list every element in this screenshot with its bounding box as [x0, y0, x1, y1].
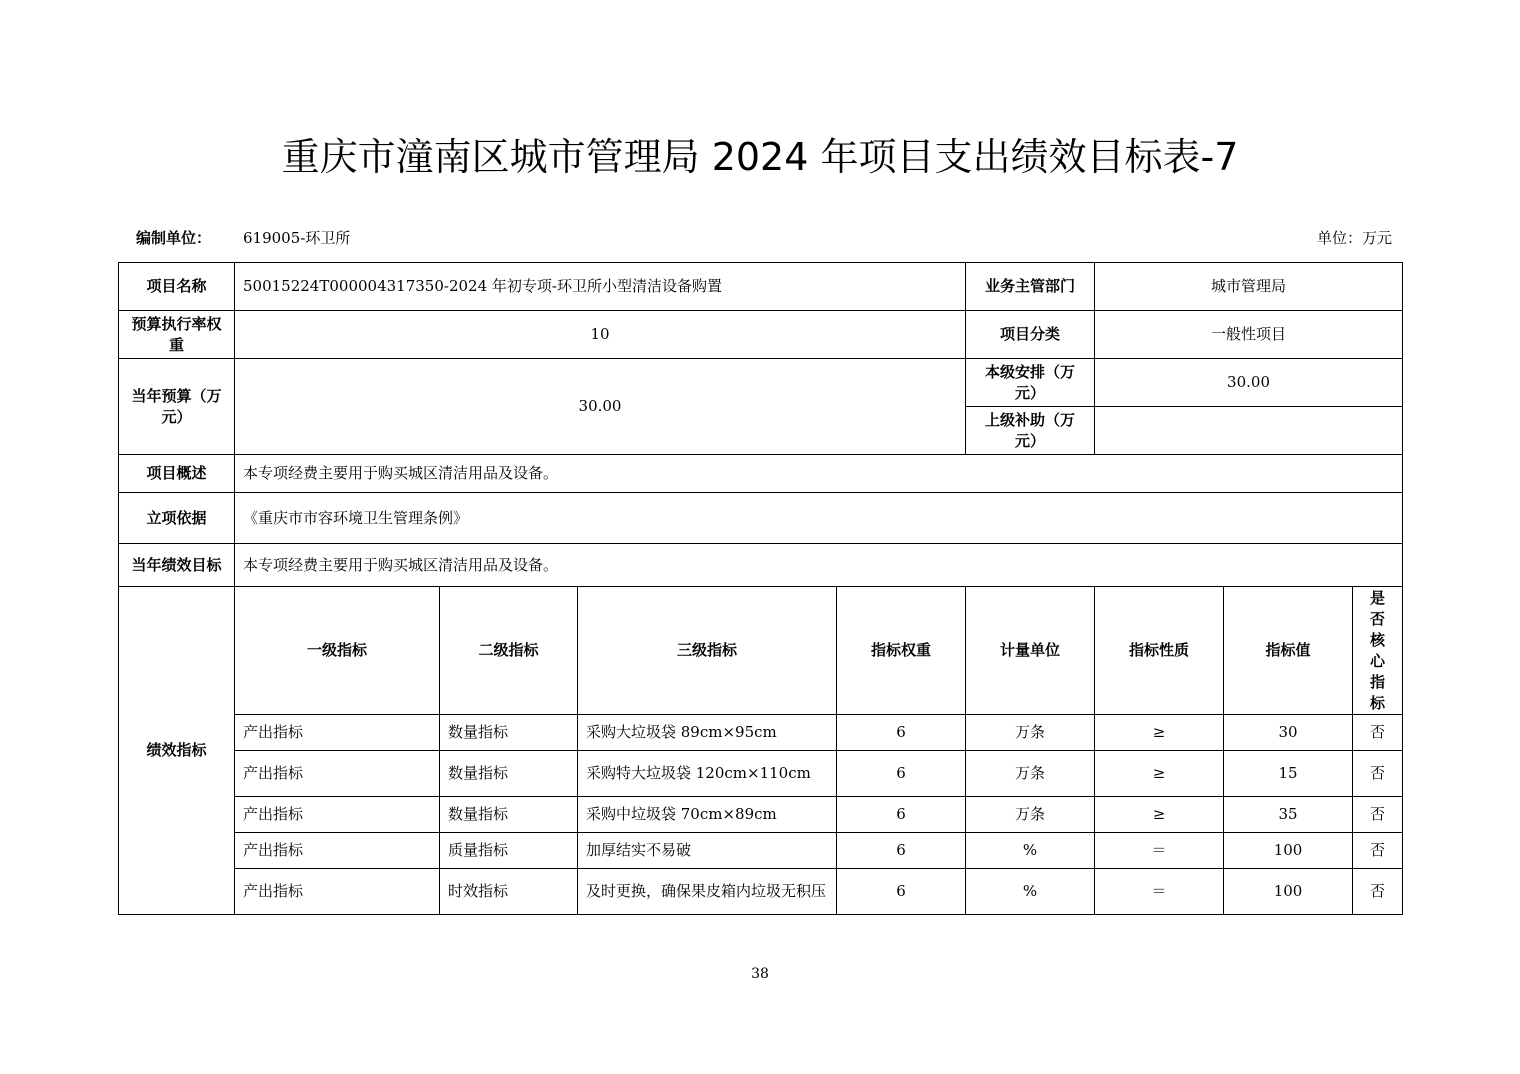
row1-unit: 万条 [966, 715, 1095, 751]
exec-weight-label: 预算执行率权重 [119, 311, 235, 359]
row-overview [119, 455, 1403, 493]
row-indicator-headers [119, 587, 1403, 715]
row3-level1: 产出指标 [235, 797, 440, 833]
row4-value: 100 [1224, 833, 1353, 869]
indicator-row [119, 797, 1403, 833]
row1-level1: 产出指标 [235, 715, 440, 751]
row3-weight: 6 [837, 797, 966, 833]
row5-level3: 及时更换，确保果皮箱内垃圾无积压 [578, 869, 837, 915]
category-label: 项目分类 [966, 311, 1095, 359]
row3-value: 35 [1224, 797, 1353, 833]
header-level1: 一级指标 [235, 587, 440, 715]
superior-label: 上级补助（万元） [966, 407, 1095, 455]
local-value: 30.00 [1095, 359, 1403, 407]
row5-core: 否 [1353, 869, 1403, 915]
overview-label: 项目概述 [119, 455, 235, 493]
row2-level2: 数量指标 [440, 751, 578, 797]
goal-value: 本专项经费主要用于购买城区清洁用品及设备。 [235, 544, 1403, 587]
row3-nature: ≥ [1095, 797, 1224, 833]
indicator-row [119, 715, 1403, 751]
header-core-text: 是否核心指标 [1370, 588, 1386, 712]
row4-level1: 产出指标 [235, 833, 440, 869]
row2-core: 否 [1353, 751, 1403, 797]
compiling-unit [136, 228, 350, 248]
row2-nature: ≥ [1095, 751, 1224, 797]
goal-label: 当年绩效目标 [119, 544, 235, 587]
row5-weight: 6 [837, 869, 966, 915]
budget-label: 当年预算（万元） [119, 359, 235, 455]
row-basis [119, 493, 1403, 544]
row2-level1: 产出指标 [235, 751, 440, 797]
row-exec-weight [119, 311, 1403, 359]
header-unit: 计量单位 [966, 587, 1095, 715]
page-title: 重庆市潼南区城市管理局 2024 年项目支出绩效目标表-7 [281, 135, 1239, 179]
row3-core: 否 [1353, 797, 1403, 833]
performance-target-table [118, 262, 1403, 915]
row4-core: 否 [1353, 833, 1403, 869]
header-level3: 三级指标 [578, 587, 837, 715]
header-level2: 二级指标 [440, 587, 578, 715]
row5-level2: 时效指标 [440, 869, 578, 915]
row1-value: 30 [1224, 715, 1353, 751]
indicator-row [119, 833, 1403, 869]
category-value: 一般性项目 [1095, 311, 1403, 359]
row5-value: 100 [1224, 869, 1353, 915]
currency-note: 单位：万元 [1316, 229, 1392, 247]
project-name-value: 50015224T000004317350-2024 年初专项-环卫所小型清洁设备购置 [235, 263, 966, 311]
row3-level3: 采购中垃圾袋 70cm×89cm [578, 797, 837, 833]
row3-level2: 数量指标 [440, 797, 578, 833]
row2-level3: 采购特大垃圾袋 120cm×110cm [578, 751, 837, 797]
local-label: 本级安排（万元） [966, 359, 1095, 407]
row1-nature: ≥ [1095, 715, 1224, 751]
basis-value: 《重庆市市容环境卫生管理条例》 [235, 493, 1403, 544]
page-number: 38 [751, 966, 769, 982]
exec-weight-value: 10 [235, 311, 966, 359]
row5-nature: ＝ [1095, 869, 1224, 915]
row-project-name [119, 263, 1403, 311]
basis-label: 立项依据 [119, 493, 235, 544]
header-weight: 指标权重 [837, 587, 966, 715]
row4-level2: 质量指标 [440, 833, 578, 869]
compiling-unit-label: 编制单位： [136, 229, 212, 247]
indicator-row [119, 751, 1403, 797]
row2-unit: 万条 [966, 751, 1095, 797]
row1-level2: 数量指标 [440, 715, 578, 751]
indicator-row [119, 869, 1403, 915]
project-name-label: 项目名称 [119, 263, 235, 311]
dept-value: 城市管理局 [1095, 263, 1403, 311]
header-value: 指标值 [1224, 587, 1353, 715]
row4-unit: % [966, 833, 1095, 869]
dept-label: 业务主管部门 [966, 263, 1095, 311]
row5-level1: 产出指标 [235, 869, 440, 915]
header-nature: 指标性质 [1095, 587, 1224, 715]
row-budget-local [119, 359, 1403, 407]
row-goal [119, 544, 1403, 587]
budget-value: 30.00 [235, 359, 966, 455]
row3-unit: 万条 [966, 797, 1095, 833]
row1-weight: 6 [837, 715, 966, 751]
row2-value: 15 [1224, 751, 1353, 797]
header-core [1353, 587, 1403, 715]
row4-level3: 加厚结实不易破 [578, 833, 837, 869]
superior-value [1095, 407, 1403, 455]
compiling-unit-value: 619005-环卫所 [243, 229, 351, 247]
indicators-label: 绩效指标 [119, 587, 235, 915]
row1-level3: 采购大垃圾袋 89cm×95cm [578, 715, 837, 751]
overview-value: 本专项经费主要用于购买城区清洁用品及设备。 [235, 455, 1403, 493]
row2-weight: 6 [837, 751, 966, 797]
row4-weight: 6 [837, 833, 966, 869]
row1-core: 否 [1353, 715, 1403, 751]
row5-unit: % [966, 869, 1095, 915]
row4-nature: ＝ [1095, 833, 1224, 869]
